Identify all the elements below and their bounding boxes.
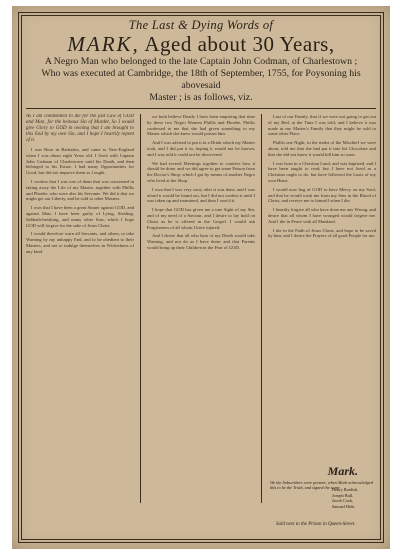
heading-title — [26, 32, 376, 56]
paragraph: I own that I was very sorry after it was done, and I was afraid it would be found out, but I did not confess it until I was taken up and examined, and then I own'd it. — [147, 186, 255, 204]
column-middle — [147, 114, 255, 503]
signature: Mark. — [327, 464, 358, 478]
heading-age: Aged about 30 Years, — [144, 32, 335, 56]
broadside-heading — [26, 18, 376, 104]
witness-name: Jacob Cook, — [332, 498, 354, 504]
heading-name: MARK, — [67, 32, 140, 56]
column-left — [26, 114, 134, 503]
heading-line4: Who was executed at Cambridge, the 18th of September, 1755, for Poysoning his abovesaid — [41, 68, 361, 91]
heading-divider — [26, 108, 376, 109]
heading-line5: Master ; is as follows, viz. — [149, 92, 253, 103]
intro-paragraph: As I am condemned to die for the just Law of GOD and Man, for the heinous Sin of Murder, So I would give Glory to GOD in owning that I am brought to this End by my own Sin, and I hope I heartily repent of it. — [26, 114, 134, 143]
paragraph: And I desire that all who hear of my Death would take Warning, and not do as I have done; and that Parents would bring up their Children in the Fear of GOD. — [147, 233, 255, 250]
column-divider — [140, 114, 141, 503]
witness-names — [332, 487, 358, 509]
column-divider — [261, 114, 262, 503]
witness-name: Joseph Bull, — [332, 492, 354, 498]
paragraph: I heartily forgive all who have done me any Wrong, and desire that all whom I have wronged would forgive me. And I die in Peace with all Mankind. — [268, 207, 376, 224]
paragraph: I would therefore warn all Servants, and others, to take Warning by my unhappy End, and to be obedient to their Masters, and not to indulge themselves in Wickedness of any kind. — [26, 231, 134, 254]
paragraph: I confess that I was one of them that was concerned in taking away the Life of my Master, together with Phillis and Phoebe, who were also his Servants. We did it that we might get our Liberty, and be sold to other Masters. — [26, 178, 134, 202]
heading-line3: A Negro Man who belonged to the late Captain John Codman, of Charlestown ; — [44, 56, 358, 67]
paragraph: I would now beg of GOD to have Mercy on my Soul, and that he would wash me from my Sins in the Blood of Christ, and receive me to himself when I die. — [268, 186, 376, 204]
paragraph: I hope that GOD has given me a true Sight of my Sin, and of my need of a Saviour, and I desire to lay hold on Christ as he is offered in the Gospel. I would ask Forgiveness of all whom I have injured. — [147, 207, 255, 230]
paragraph: I was Born in Barbados, and came to New-England when I was about eight Years old. I lived with Captain John Codman of Charlestown until his Death, and then belonged to his Estate. I had many Opportunities for Good, but did not improve them as I ought. — [26, 147, 134, 176]
column-right — [268, 114, 376, 503]
witness-name: Samuel Hide. — [332, 503, 356, 509]
witness-name: Henry Bradish, — [332, 487, 359, 492]
paragraph: we both believe Death; I have been enquiring that time by these two Negro Women Phillis and Phoebe. Phillis confessed to me that she had given something to my Master which she knew would poison him. — [147, 114, 255, 137]
paragraph: And I was advised to put it in a Drink which my Master took, and I did put it in, hoping it would not be known, and I was told it could not be discovered. — [147, 140, 255, 157]
paragraph: I die in the Faith of Jesus Christ, and hope to be saved by him; and I desire the Prayers of all good People for me. — [268, 227, 376, 239]
imprint-footer: Sold next to the Prison in Queen-Street. — [276, 522, 356, 527]
paragraph: We had several Meetings together to contrive how it should be done, and we did agree to get some Poison from the Doctor's Shop, which I got by means of another Negro who lived at the Shop. — [147, 160, 255, 183]
body-columns — [26, 114, 376, 503]
attestation — [270, 480, 376, 509]
paragraph: I was born in a Christian Land, and was baptized, and I have been taught to read; but I have not lived as a Christian ought to do, but have followed the Lusts of my own Heart. — [268, 160, 376, 183]
heading-line1: The Last & Dying Words of — [128, 18, 274, 32]
paragraph: Last of our Family, that if we were not going to get out of my Bed, at the Time I was told; and I believe it was made in my Master's Family that they might be sold to some other Place. — [268, 114, 376, 137]
broadside-sheet — [12, 6, 390, 549]
attestation-text: We the Subscribers were present, when Mark acknowledged this to be the Truth, and signed the same. — [270, 480, 373, 491]
paragraph: Phillis one Night, in the midst of the Mischief we were about, told me that she had put it into his Chocolate and that she did not know it would kill him so soon. — [268, 140, 376, 157]
paragraph: I own that I have been a great Sinner against GOD, and against Man; I have been guilty of Lying, Stealing, Sabbath-breaking, and many other Sins, which I hope GOD will forgive for the sake of Jesus Christ. — [26, 205, 134, 228]
